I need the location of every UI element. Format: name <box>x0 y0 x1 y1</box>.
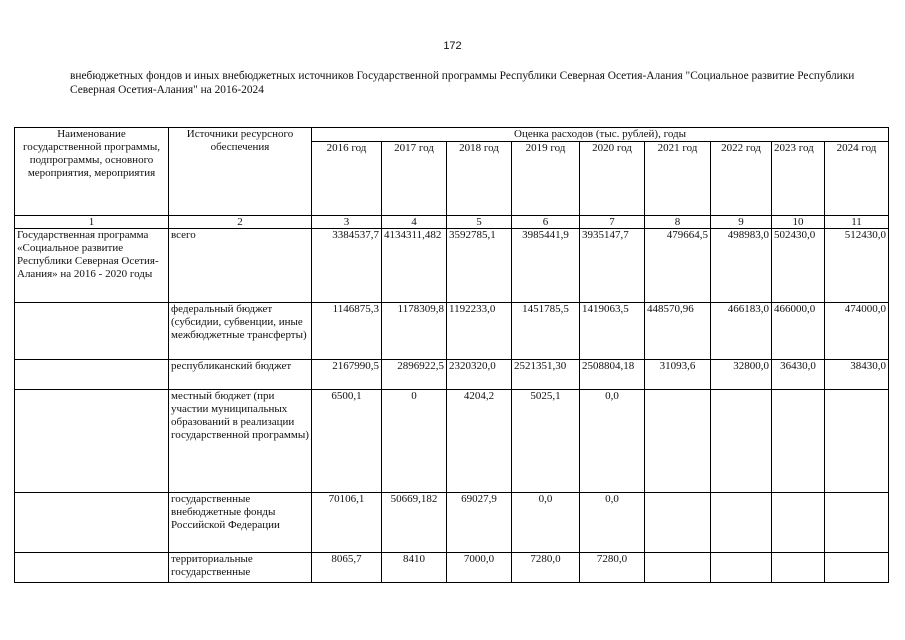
year-header: 2023 год <box>772 142 825 216</box>
document-heading: внебюджетных фондов и иных внебюджетных источников Государственной программы Республики Северная Осетия-Алания "Социальное развитие Республики Северная Осетия-Алания" на 2016-2024 <box>70 70 855 96</box>
value-cell: 0 <box>382 390 447 493</box>
value-cell: 4134311,482 <box>382 229 447 303</box>
value-cell: 1146875,3 <box>312 303 382 360</box>
column-number: 2 <box>169 216 312 229</box>
value-cell: 2896922,5 <box>382 360 447 390</box>
value-cell: 466000,0 <box>772 303 825 360</box>
value-cell: 0,0 <box>580 493 645 553</box>
value-cell: 32800,0 <box>711 360 772 390</box>
value-cell: 50669,182 <box>382 493 447 553</box>
source-cell: местный бюджет (при участии муниципальных образований в реализации государственной программы) <box>169 390 312 493</box>
column-number: 11 <box>825 216 889 229</box>
value-cell: 1178309,8 <box>382 303 447 360</box>
value-cell: 3985441,9 <box>512 229 580 303</box>
column-number-row <box>15 216 889 229</box>
column-number: 7 <box>580 216 645 229</box>
col-source-header: Источники ресурсного обеспечения <box>169 128 312 216</box>
value-cell: 3384537,7 <box>312 229 382 303</box>
table-row <box>15 303 889 360</box>
program-name-cell: Государственная программа «Социальное развитие Республики Северная Осетия-Алания» на 2016 - 2020 годы <box>15 229 169 303</box>
column-number: 9 <box>711 216 772 229</box>
value-cell <box>825 390 889 493</box>
estimate-header: Оценка расходов (тыс. рублей), годы <box>312 128 889 142</box>
column-number: 5 <box>447 216 512 229</box>
table-row <box>15 553 889 583</box>
column-number: 4 <box>382 216 447 229</box>
value-cell: 479664,5 <box>645 229 711 303</box>
source-cell: государственные внебюджетные фонды Российской Федерации <box>169 493 312 553</box>
year-header: 2016 год <box>312 142 382 216</box>
col-name-header: Наименование государственной программы, подпрограммы, основного мероприятия, мероприятия <box>15 128 169 216</box>
column-number: 6 <box>512 216 580 229</box>
year-header: 2024 год <box>825 142 889 216</box>
value-cell: 1192233,0 <box>447 303 512 360</box>
header-row-1 <box>15 128 889 142</box>
year-header: 2022 год <box>711 142 772 216</box>
value-cell: 2508804,18 <box>580 360 645 390</box>
table-row <box>15 229 889 303</box>
value-cell: 474000,0 <box>825 303 889 360</box>
source-cell: территориальные государственные <box>169 553 312 583</box>
year-header: 2017 год <box>382 142 447 216</box>
column-number: 3 <box>312 216 382 229</box>
value-cell <box>645 390 711 493</box>
program-name-cell-empty <box>15 493 169 553</box>
program-name-cell-empty <box>15 303 169 360</box>
value-cell: 36430,0 <box>772 360 825 390</box>
value-cell: 4204,2 <box>447 390 512 493</box>
table-row <box>15 360 889 390</box>
value-cell: 6500,1 <box>312 390 382 493</box>
value-cell: 8410 <box>382 553 447 583</box>
value-cell: 7280,0 <box>512 553 580 583</box>
value-cell: 8065,7 <box>312 553 382 583</box>
value-cell: 31093,6 <box>645 360 711 390</box>
value-cell: 466183,0 <box>711 303 772 360</box>
column-number: 10 <box>772 216 825 229</box>
value-cell: 502430,0 <box>772 229 825 303</box>
value-cell: 2521351,30 <box>512 360 580 390</box>
value-cell <box>711 493 772 553</box>
value-cell: 7000,0 <box>447 553 512 583</box>
program-name-cell-empty <box>15 553 169 583</box>
value-cell: 3592785,1 <box>447 229 512 303</box>
value-cell <box>825 553 889 583</box>
value-cell: 7280,0 <box>580 553 645 583</box>
value-cell: 38430,0 <box>825 360 889 390</box>
value-cell <box>772 493 825 553</box>
year-header: 2021 год <box>645 142 711 216</box>
value-cell: 5025,1 <box>512 390 580 493</box>
source-cell: республиканский бюджет <box>169 360 312 390</box>
value-cell: 512430,0 <box>825 229 889 303</box>
value-cell: 2320320,0 <box>447 360 512 390</box>
source-cell: федеральный бюджет (субсидии, субвенции, иные межбюджетные трансферты) <box>169 303 312 360</box>
value-cell: 448570,96 <box>645 303 711 360</box>
value-cell: 1419063,5 <box>580 303 645 360</box>
value-cell <box>645 553 711 583</box>
value-cell: 3935147,7 <box>580 229 645 303</box>
value-cell <box>825 493 889 553</box>
page-number: 172 <box>443 40 462 52</box>
program-name-cell-empty <box>15 360 169 390</box>
year-header: 2018 год <box>447 142 512 216</box>
value-cell <box>772 390 825 493</box>
value-cell: 2167990,5 <box>312 360 382 390</box>
column-number: 1 <box>15 216 169 229</box>
value-cell <box>772 553 825 583</box>
value-cell: 0,0 <box>512 493 580 553</box>
year-header: 2020 год <box>580 142 645 216</box>
table-row <box>15 493 889 553</box>
value-cell: 1451785,5 <box>512 303 580 360</box>
value-cell <box>645 493 711 553</box>
table-row <box>15 390 889 493</box>
budget-table <box>14 127 889 583</box>
value-cell: 0,0 <box>580 390 645 493</box>
value-cell <box>711 553 772 583</box>
value-cell <box>711 390 772 493</box>
value-cell: 498983,0 <box>711 229 772 303</box>
value-cell: 69027,9 <box>447 493 512 553</box>
program-name-cell-empty <box>15 390 169 493</box>
column-number: 8 <box>645 216 711 229</box>
year-header: 2019 год <box>512 142 580 216</box>
value-cell: 70106,1 <box>312 493 382 553</box>
source-cell: всего <box>169 229 312 303</box>
